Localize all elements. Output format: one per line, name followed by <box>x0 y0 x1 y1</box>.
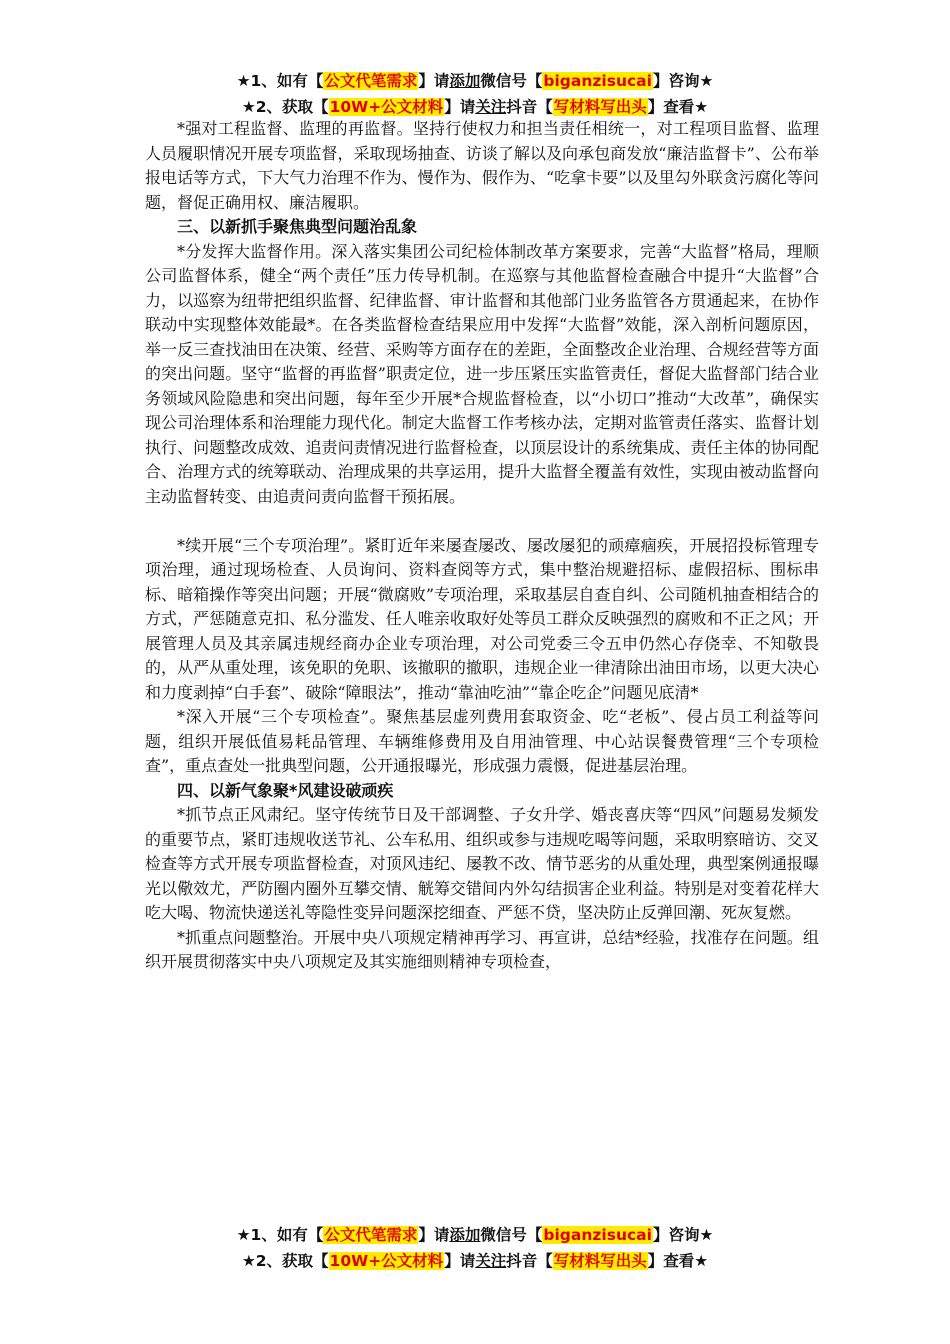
paragraph: *分发挥大监督作用。深入落实集团公司纪检体制改革方案要求，完善“大监督”格局，理顺公司监督体系，健全“两个责任”压力传导机制。在巡察与其他监督检查融合中提升“大监督”合力，以巡察为纽带把组织监督、纪律监督、审计监督和其他部门业务监管各方贯通起来，在协作联动中实现整体效能最*。在各类监督检查结果应用中发挥“大监督”效能，深入剖析问题原因，举一反三查找油田在决策、经营、采购等方面存在的差距，全面整改企业治理、合规经营等方面的突出问题。坚守“监督的再监督”职责定位，进一步压紧压实监管责任，督促大监督部门结合业务领域风险隐患和突出问题，每年至少开展*合规监督检查，以“小切口”推动“大改革”，确保实现公司治理体系和治理能力现代化。制定大监督工作考核办法，定期对监管责任落实、监督计划执行、问题整改成效、追责问责情况进行监督检查，以顶层设计的系统集成、责任主体的协同配合、治理方式的统筹联动、治理成果的共享运用，提升大监督全覆盖有效性，实现由被动监督向主动监督转变、由追责问责向监督干预拓展。 <box>145 241 819 506</box>
paragraph: *抓节点正风肃纪。坚守传统节日及干部调整、子女升学、婚丧喜庆等“四风”问题易发频发的重要节点，紧盯违规收送节礼、公车私用、组织或参与违规吃喝等问题，采取明察暗访、交叉检查等方式开展专项监督检查，对顶风违纪、屡教不改、情节恶劣的从重处理，典型案例通报曝光以儆效尤，严防圈内圈外互攀交情、觥筹交错间内外勾结损害企业利益。特别是对变着花样大吃大喝、物流快递送礼等隐性变异问题深挖细查、严惩不贷，坚决防止反弹回潮、死灰复燃。 <box>145 805 819 922</box>
banner-line-2: ★2、获取【10W+公文材料】请关注抖音【写材料写出头】查看★ <box>241 1252 709 1270</box>
banner-highlight: 公文代笔需求 <box>324 1226 418 1244</box>
banner-line-2: ★2、获取【10W+公文材料】请关注抖音【写材料写出头】查看★ <box>241 98 709 116</box>
blank-line <box>145 509 819 534</box>
banner-highlight: 10W+公文材料 <box>329 98 444 116</box>
document-body <box>145 117 819 975</box>
banner-highlight: 10W+公文材料 <box>329 1252 444 1270</box>
header-banner <box>0 68 950 120</box>
banner-highlight: 写材料写出头 <box>553 1252 647 1270</box>
paragraph: *续开展“三个专项治理”。紧盯近年来屡查屡改、屡改屡犯的顽瘴痼疾，开展招投标管理专项治理，通过现场检查、人员询问、资料查阅等方式，集中整治规避招标、虚假招标、围标串标、暗箱操作等突出问题；开展“微腐败”专项治理，采取基层自查自纠、公司随机抽查相结合的方式，严惩随意克扣、私分滥发、任人唯亲收取好处等员工群众反映强烈的腐败和不正之风；开展管理人员及其亲属违规经商办企业专项治理，对公司党委三令五申仍然心存侥幸、不知敬畏的，从严从重处理，该免职的免职、该撤职的撤职，违规企业一律清除出油田市场，以更大决心和力度剥掉“白手套”、破除“障眼法”，推动“靠油吃油”“靠企吃企”问题见底清* <box>145 535 819 702</box>
banner-line-1: ★1、如有【公文代笔需求】请添加微信号【biganzisucai】咨询★ <box>236 72 714 90</box>
section-heading: 三、以新抓手聚焦典型问题治乱象 <box>177 217 418 236</box>
banner-highlight: biganzisucai <box>543 1226 652 1244</box>
paragraph: *强对工程监督、监理的再监督。坚持行使权力和担当责任相统一，对工程项目监督、监理人员履职情况开展专项监督，采取现场抽查、访谈了解以及向承包商发放“廉洁监督卡”、公布举报电话等方式，下大气力治理不作为、慢作为、假作为、“吃拿卡要”以及里勾外联贪污腐化等问题，督促正确用权、廉洁履职。 <box>145 119 819 212</box>
footer-banner <box>0 1222 950 1274</box>
banner-highlight: 写材料写出头 <box>553 98 647 116</box>
banner-highlight: 公文代笔需求 <box>324 72 418 90</box>
paragraph: *抓重点问题整治。开展中央八项规定精神再学习、再宣讲，总结*经验，找准存在问题。组织开展贯彻落实中央八项规定及其实施细则精神专项检查， <box>145 927 819 971</box>
banner-highlight: biganzisucai <box>543 72 652 90</box>
banner-line-1: ★1、如有【公文代笔需求】请添加微信号【biganzisucai】咨询★ <box>236 1226 714 1244</box>
section-heading: 四、以新气象聚*风建设破顽疾 <box>177 780 394 800</box>
paragraph: *深入开展“三个专项检查”。聚焦基层虚列费用套取资金、吃“老板”、侵占员工利益等问题，组织开展低值易耗品管理、车辆维修费用及自用油管理、中心站误餐费管理“三个专项检查”，重点查处一批典型问题，公开通报曝光，形成强力震慑，促进基层治理。 <box>145 707 819 775</box>
